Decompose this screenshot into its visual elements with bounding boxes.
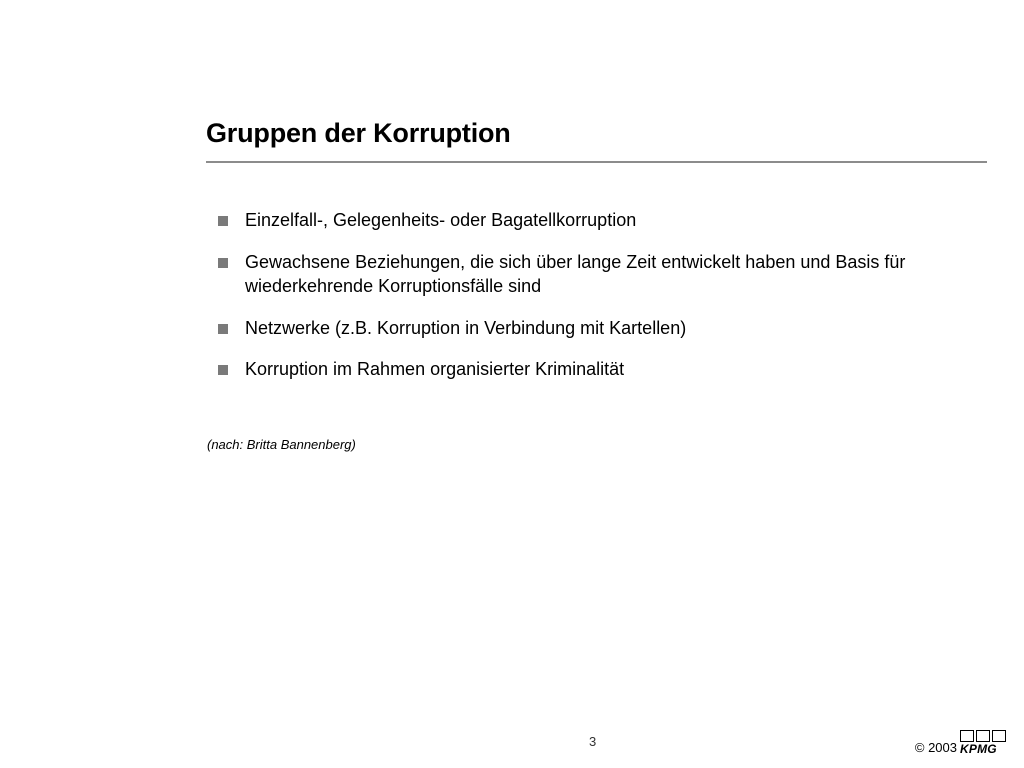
source-citation: (nach: Britta Bannenberg) bbox=[207, 437, 356, 452]
bullet-item bbox=[218, 208, 988, 232]
square-bullet-icon bbox=[218, 258, 228, 268]
bullet-text: Einzelfall-, Gelegenheits- oder Bagatellkorruption bbox=[245, 210, 637, 230]
bullet-text: Korruption im Rahmen organisierter Kriminalität bbox=[245, 359, 625, 379]
bullet-item bbox=[218, 250, 988, 298]
logo-boxes-icon bbox=[960, 730, 1006, 742]
kpmg-logo bbox=[960, 730, 1010, 756]
bullet-text: Netzwerke (z.B. Korruption in Verbindung mit Kartellen) bbox=[245, 318, 687, 338]
slide-title: Gruppen der Korruption bbox=[206, 118, 511, 148]
logo-text: KPMG bbox=[960, 742, 997, 756]
bullet-list bbox=[218, 208, 988, 399]
bullet-item bbox=[218, 316, 988, 340]
bullet-text: Gewachsene Beziehungen, die sich über lange Zeit entwickelt haben und Basis für wiederkehrende Korruptionsfälle sind bbox=[245, 252, 906, 296]
footer bbox=[915, 730, 1010, 756]
page-number: 3 bbox=[589, 734, 597, 749]
title-divider bbox=[206, 161, 987, 163]
copyright-text: © 2003 bbox=[914, 740, 957, 755]
square-bullet-icon bbox=[218, 324, 228, 334]
square-bullet-icon bbox=[218, 216, 228, 226]
bullet-item bbox=[218, 357, 988, 381]
square-bullet-icon bbox=[218, 365, 228, 375]
